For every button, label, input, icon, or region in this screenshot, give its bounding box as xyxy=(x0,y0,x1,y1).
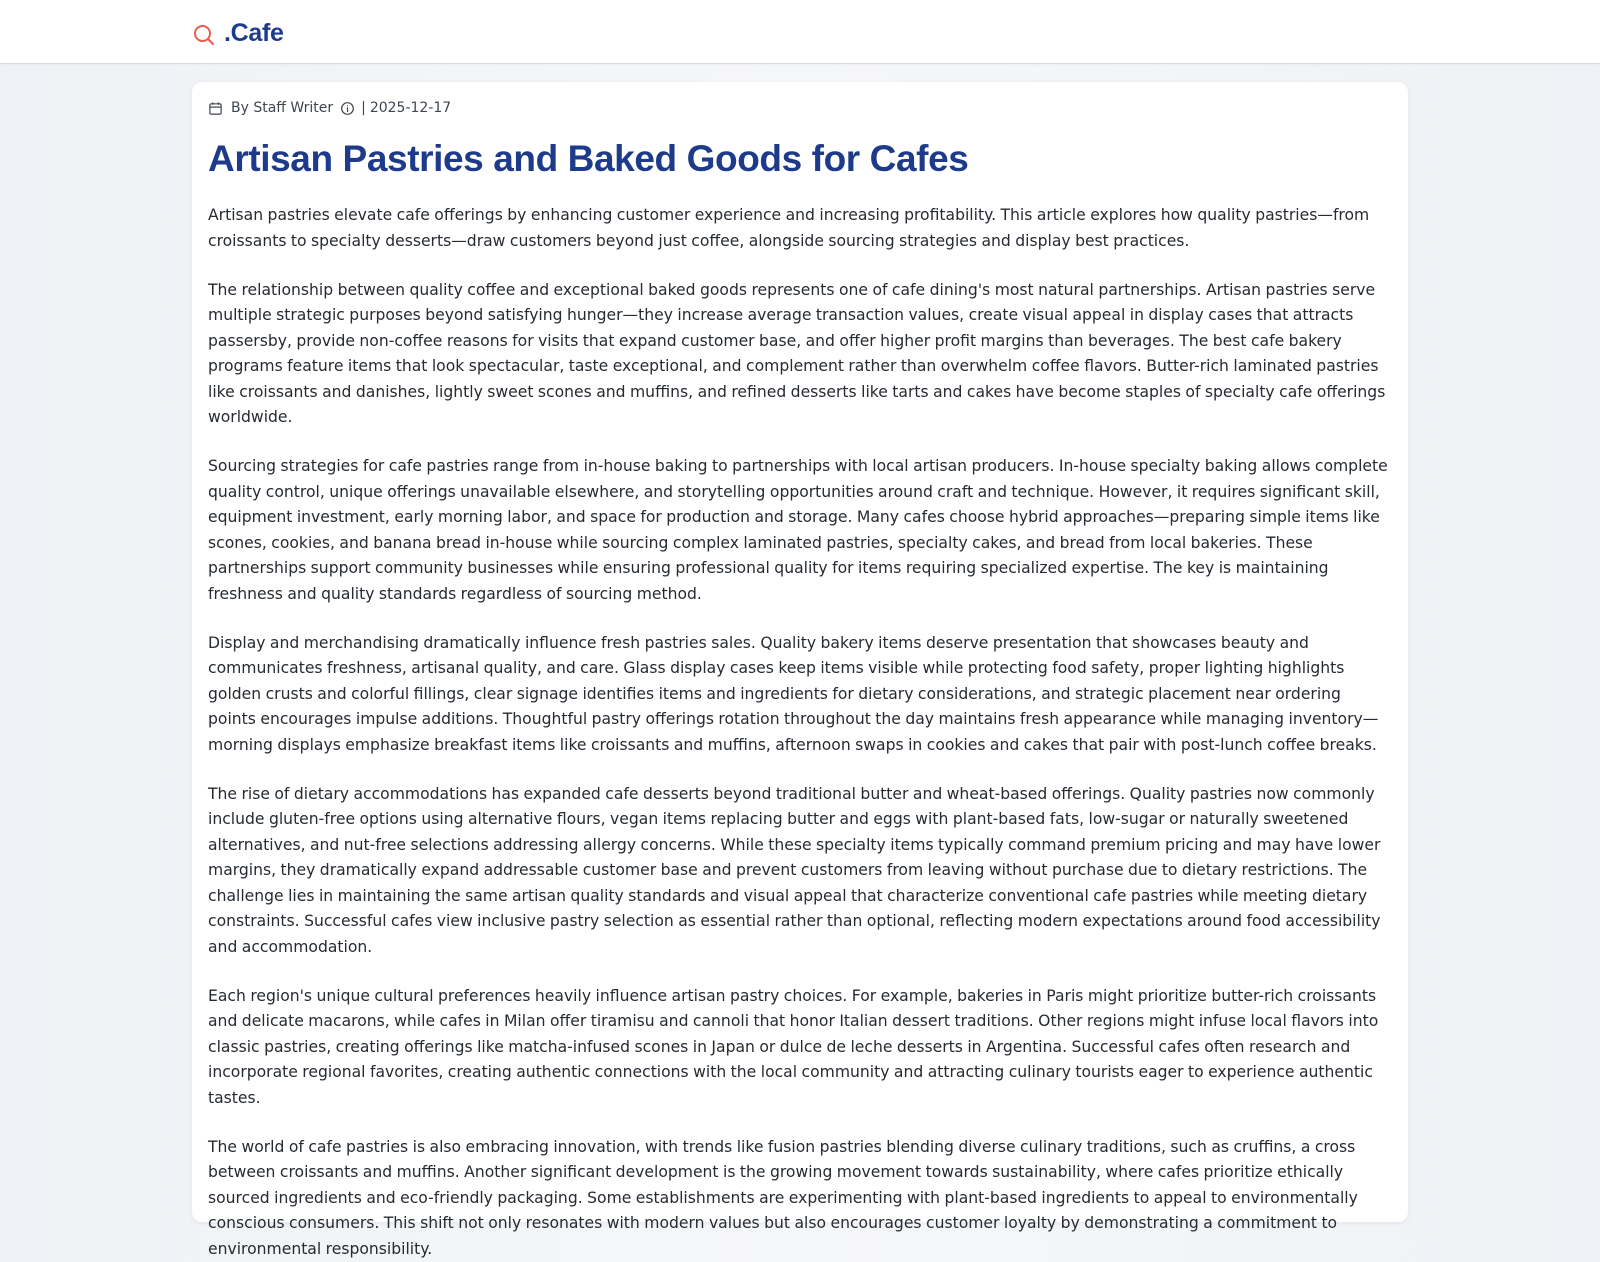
article-meta xyxy=(208,98,1392,118)
meta-separator: | xyxy=(361,100,366,116)
publish-date: 2025-12-17 xyxy=(370,100,451,116)
info-icon[interactable] xyxy=(340,101,355,116)
article-paragraph: Artisan pastries elevate cafe offerings by enhancing customer experience and increasing profitability. This article explores how quality pastries—from croissants to specialty desserts—draw customers beyond just coffee, alongside sourcing strategies and display best practices. xyxy=(208,203,1392,254)
article-paragraph: Display and merchandising dramatically influence fresh pastries sales. Quality bakery items deserve presentation that showcases beauty and communicates freshness, artisanal quality, and care. Glass display cases keep items visible while protecting food safety, proper lighting highlights golden crusts and colorful fillings, clear signage identifies items and ingredients for dietary considerations, and strategic placement near ordering points encourages impulse additions. Thoughtful pastry offerings rotation throughout the day maintains fresh appearance while managing inventory—morning displays emphasize breakfast items like croissants and muffins, afternoon swaps in cookies and cakes that pair with post-lunch coffee breaks. xyxy=(208,631,1392,759)
article-paragraph: The world of cafe pastries is also embracing innovation, with trends like fusion pastries blending diverse culinary traditions, such as cruffins, a cross between croissants and muffins. Another significant development is the growing movement towards sustainability, where cafes prioritize ethically sourced ingredients and eco-friendly packaging. Some establishments are experimenting with plant-based ingredients to appeal to environmentally conscious consumers. This shift not only resonates with modern values but also encourages customer loyalty by demonstrating a commitment to environmental responsibility. xyxy=(208,1135,1392,1262)
author-name: By Staff Writer xyxy=(231,100,333,116)
top-navbar xyxy=(0,0,1600,64)
brand-name: .Cafe xyxy=(224,19,284,48)
article-card xyxy=(192,82,1408,1222)
search-icon xyxy=(192,23,216,47)
article-paragraph: Sourcing strategies for cafe pastries range from in-house baking to partnerships with local artisan producers. In-house specialty baking allows complete quality control, unique offerings unavailable elsewhere, and storytelling opportunities around craft and technique. However, it requires significant skill, equipment investment, early morning labor, and space for production and storage. Many cafes choose hybrid approaches—preparing simple items like scones, cookies, and banana bread in-house while sourcing complex laminated pastries, specialty cakes, and bread from local bakeries. These partnerships support community businesses while ensuring professional quality for items requiring specialized expertise. The key is maintaining freshness and quality standards regardless of sourcing method. xyxy=(208,454,1392,607)
article-paragraph: Each region's unique cultural preferences heavily influence artisan pastry choices. For example, bakeries in Paris might prioritize butter-rich croissants and delicate macarons, while cafes in Milan offer tiramisu and cannoli that honor Italian dessert traditions. Other regions might infuse local flavors into classic pastries, creating offerings like matcha-infused scones in Japan or dulce de leche desserts in Argentina. Successful cafes often research and incorporate regional favorites, creating authentic connections with the local community and attracting culinary tourists eager to experience authentic tastes. xyxy=(208,984,1392,1112)
article-paragraph: The rise of dietary accommodations has expanded cafe desserts beyond traditional butter and wheat-based offerings. Quality pastries now commonly include gluten-free options using alternative flours, vegan items replacing butter and eggs with plant-based fats, low-sugar or naturally sweetened alternatives, and nut-free selections addressing allergy concerns. While these specialty items typically command premium pricing and may have lower margins, they dramatically expand addressable customer base and prevent customers from leaving without purchase due to dietary restrictions. The challenge lies in maintaining the same artisan quality standards and visual appeal that characterize conventional cafe pastries while meeting dietary constraints. Successful cafes view inclusive pastry selection as essential rather than optional, reflecting modern expectations around food accessibility and accommodation. xyxy=(208,782,1392,961)
article-title: Artisan Pastries and Baked Goods for Cafes xyxy=(208,137,1392,181)
brand-home-link[interactable] xyxy=(192,16,284,50)
calendar-icon xyxy=(208,101,223,116)
article-body xyxy=(208,203,1392,1262)
article-paragraph: The relationship between quality coffee and exceptional baked goods represents one of cafe dining's most natural partnerships. Artisan pastries serve multiple strategic purposes beyond satisfying hunger—they increase average transaction values, create visual appeal in display cases that attracts passersby, provide non-coffee reasons for visits that expand customer base, and offer higher profit margins than beverages. The best cafe bakery programs feature items that look spectacular, taste exceptional, and complement rather than overwhelm coffee flavors. Butter-rich laminated pastries like croissants and danishes, lightly sweet scones and muffins, and refined desserts like tarts and cakes have become staples of specialty cafe offerings worldwide. xyxy=(208,278,1392,431)
